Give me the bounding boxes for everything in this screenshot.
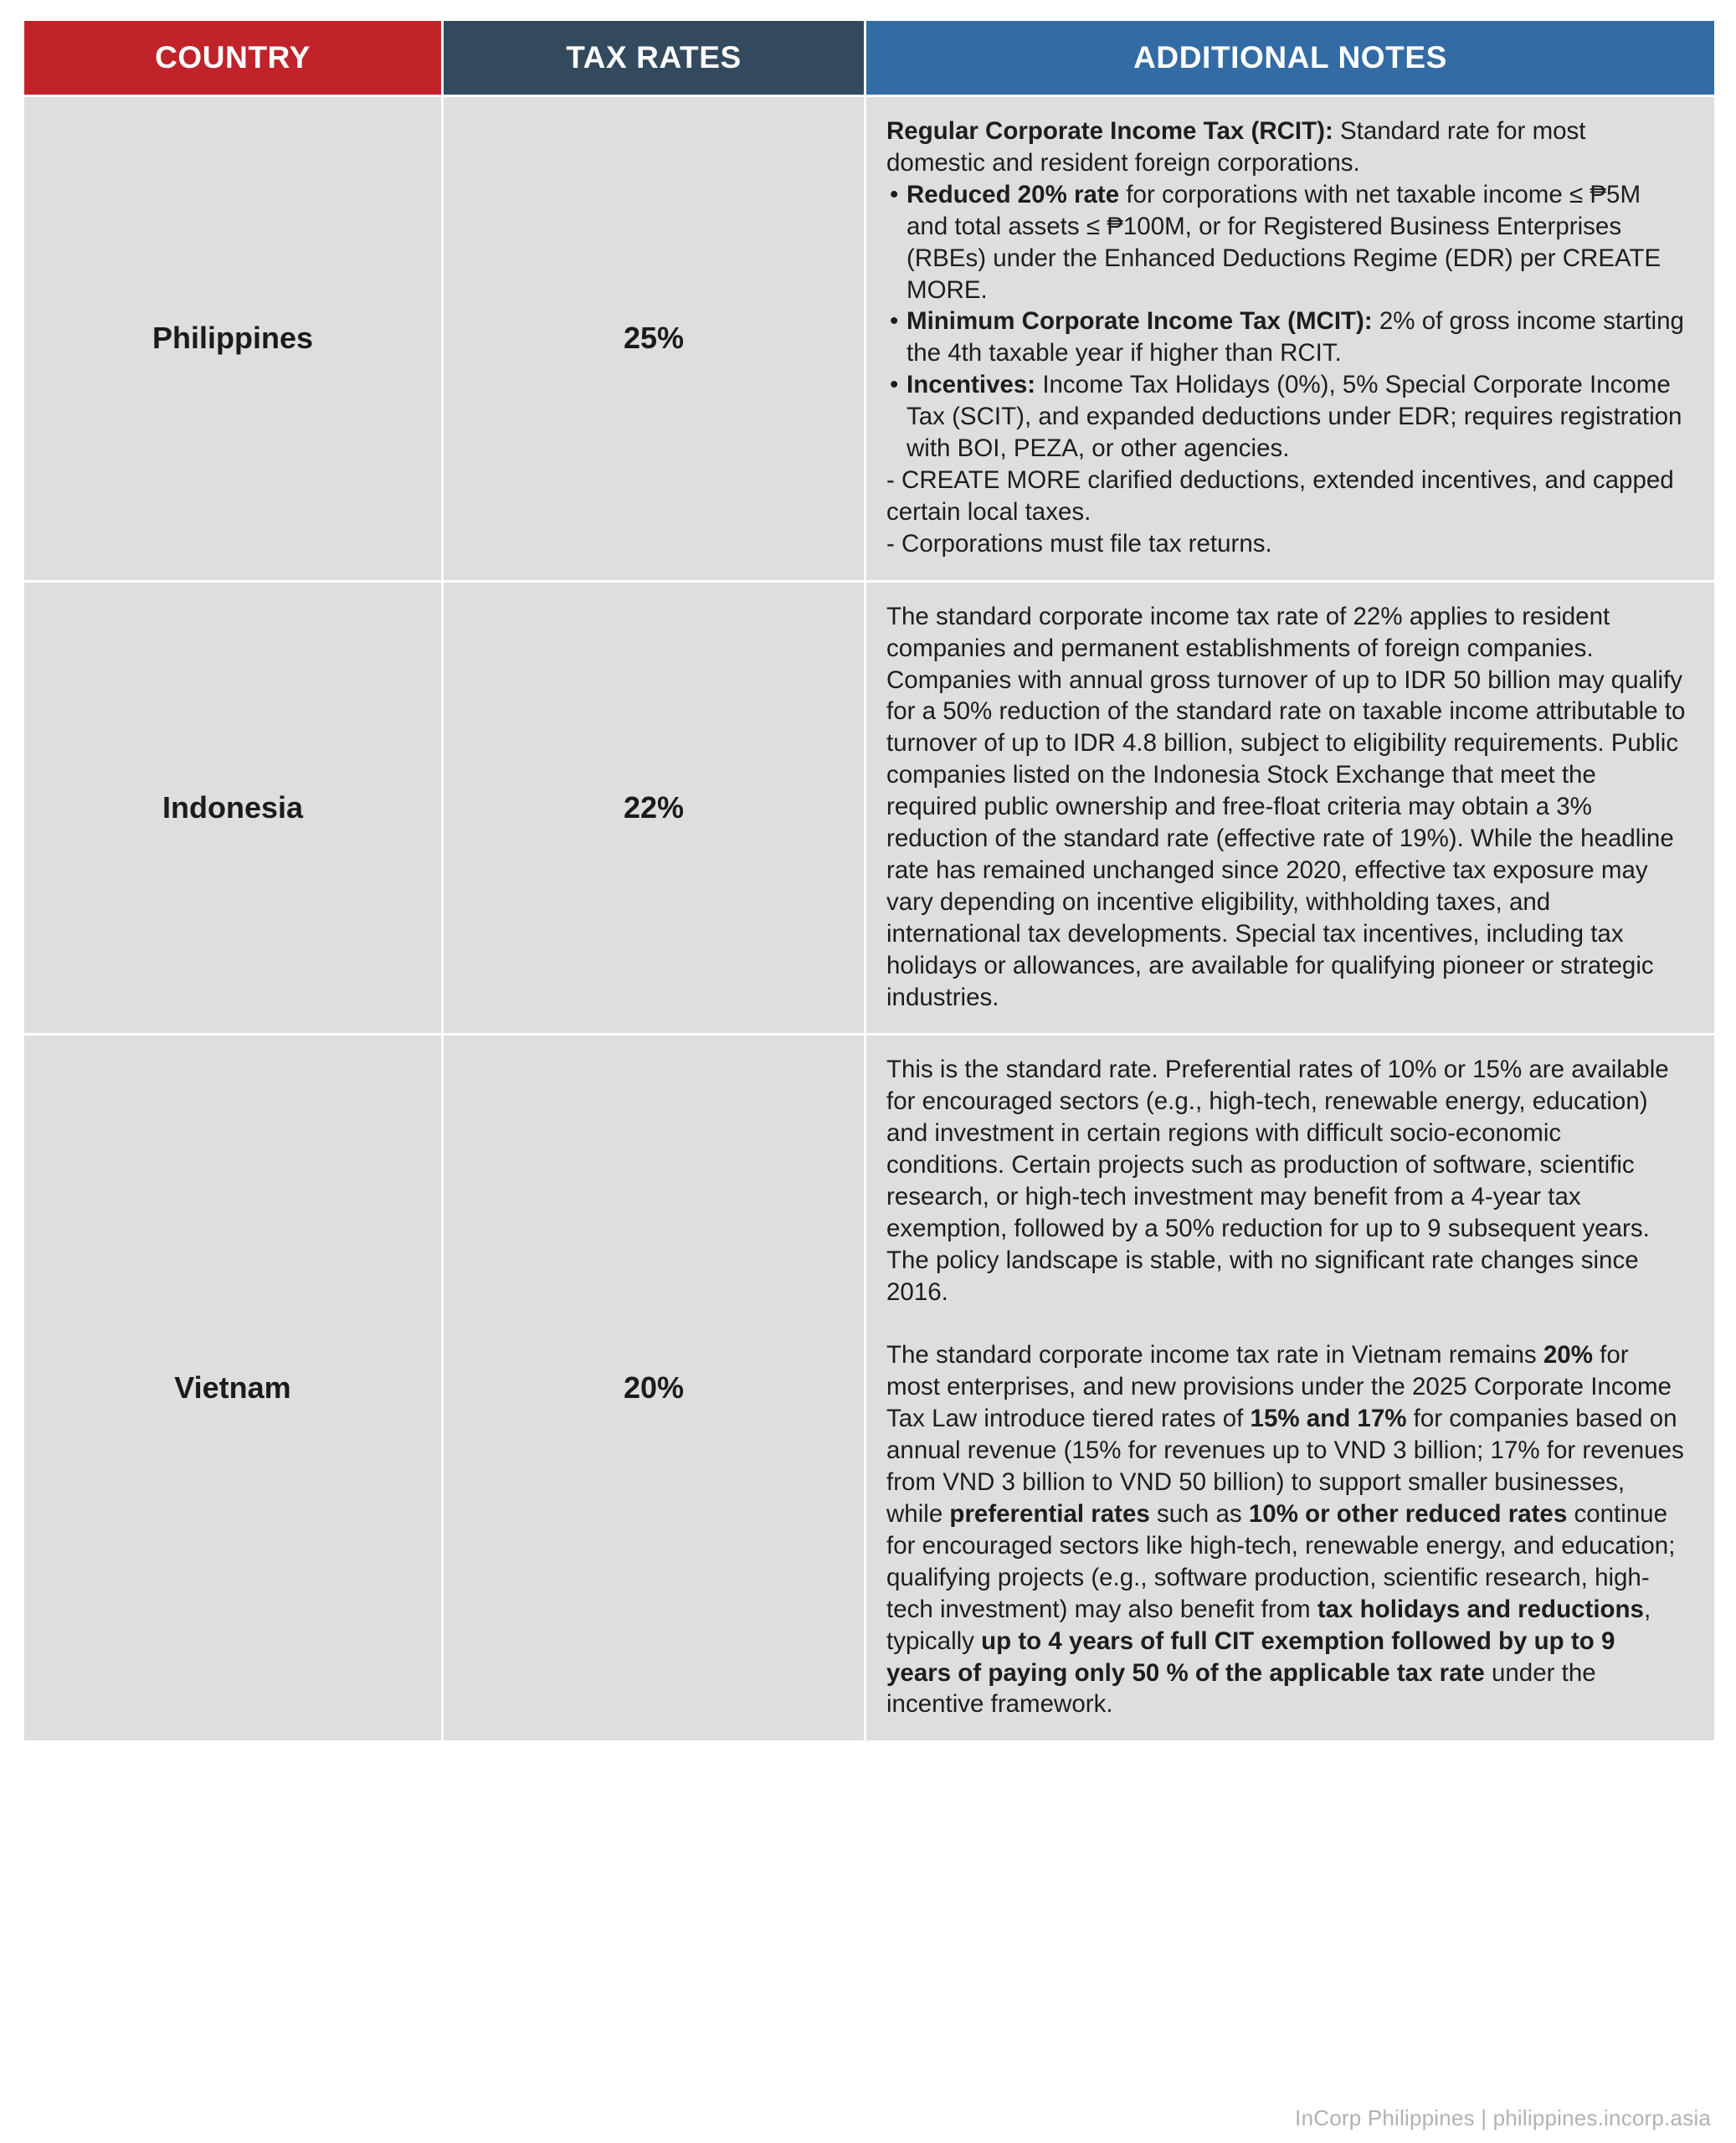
list-item-bold: Minimum Corporate Income Tax (MCIT):	[907, 307, 1373, 336]
rich-text-plain: under the incentive framework.	[886, 1658, 1596, 1719]
list-item-text: for corporations with net taxable income ≤ ₱5M and total assets ≤ ₱100M, or for Registered Business Enterprises (RBEs) under the Enhanced Deductions Regime (EDR) per CREATE MORE.	[907, 180, 1662, 304]
table-body	[24, 97, 1714, 1740]
table-header	[24, 21, 1714, 95]
rich-text-plain: The standard corporate income tax rate in Vietnam remains	[886, 1341, 1543, 1370]
column-header-tax-rates: TAX RATES	[444, 21, 864, 95]
notes-philippines	[866, 97, 1714, 580]
list-item-text: - Corporations must file tax returns.	[886, 529, 1272, 558]
list-item	[886, 306, 1686, 369]
notes-intro-paragraph	[886, 116, 1686, 179]
footer-attribution: InCorp Philippines | philippines.incorp.asia	[1295, 2105, 1711, 2130]
rich-text-bold: 20%	[1543, 1341, 1593, 1370]
tax-comparison-table	[22, 18, 1717, 1743]
column-header-country: COUNTRY	[24, 21, 441, 95]
country-name-vietnam: Vietnam	[24, 1036, 441, 1740]
list-item	[886, 465, 1686, 528]
list-item-text: 2% of gross income starting the 4th taxable year if higher than RCIT.	[907, 307, 1684, 367]
list-item-text: Income Tax Holidays (0%), 5% Special Corporate Income Tax (SCIT), and expanded deductions under EDR; requires registration with BOI, PEZA, or other agencies.	[907, 371, 1682, 463]
tax-rate-philippines: 25%	[444, 97, 864, 580]
rich-text-bold: tax holidays and reductions	[1317, 1595, 1644, 1623]
rich-text-plain: continue for encouraged sectors like high-tech, renewable energy, and education; qualifying projects (e.g., software production, scientific research, high-tech investment) may also benefit from	[886, 1500, 1676, 1623]
list-item-text: - CREATE MORE clarified deductions, extended incentives, and capped certain local taxes.	[886, 465, 1674, 526]
notes-paragraph-1: This is the standard rate. Preferential rates of 10% or 15% are available for encouraged sectors (e.g., high-tech, renewable energy, education) and investment in certain regions with difficult socio-economic conditions. Certain projects such as production of software, scientific research, or high-tech investment may benefit from a 4-year tax exemption, followed by a 50% reduction for up to 9 subsequent years. The policy landscape is stable, with no significant rate changes since 2016.	[886, 1056, 1669, 1306]
notes-intro-bold: Regular Corporate Income Tax (RCIT):	[886, 117, 1333, 145]
list-item-bold: Reduced 20% rate	[907, 180, 1120, 208]
rich-text-bold: up to 4 years of full CIT exemption followed by up to 9 years of paying only 50 % of the applicable tax rate	[886, 1627, 1615, 1687]
notes-paragraph-2	[886, 1339, 1686, 1720]
list-item	[886, 528, 1686, 560]
table-row	[24, 583, 1714, 1034]
rich-text-plain: such as	[1149, 1500, 1249, 1528]
list-item	[886, 179, 1686, 306]
header-row	[24, 21, 1714, 95]
notes-intro-rest: Standard rate for most domestic and resident foreign corporations.	[886, 117, 1586, 177]
rich-text-bold: 10% or other reduced rates	[1248, 1500, 1568, 1528]
list-item	[886, 369, 1686, 465]
notes-indonesia	[866, 583, 1714, 1034]
tax-rate-vietnam: 20%	[444, 1036, 864, 1740]
notes-list-philippines	[886, 179, 1686, 560]
rich-text-plain: for companies based on annual revenue (15% for revenues up to VND 3 billion; 17% for revenues from VND 3 billion to VND 50 billion) to support smaller businesses, while	[886, 1405, 1684, 1528]
rich-text-plain: for most enterprises, and new provisions under the 2025 Corporate Income Tax Law introduce tiered rates of	[886, 1341, 1672, 1433]
rich-text-bold: preferential rates	[949, 1500, 1150, 1528]
rich-text-bold: 15% and 17%	[1250, 1405, 1407, 1433]
table-row	[24, 1036, 1714, 1740]
tax-rate-indonesia: 22%	[444, 583, 864, 1034]
rich-text-plain: , typically	[886, 1595, 1651, 1655]
country-name-philippines: Philippines	[24, 97, 441, 580]
list-item-bold: Incentives:	[907, 371, 1036, 399]
notes-vietnam	[866, 1036, 1714, 1740]
country-name-indonesia: Indonesia	[24, 583, 441, 1034]
column-header-additional-notes: ADDITIONAL NOTES	[866, 21, 1714, 95]
notes-paragraph: The standard corporate income tax rate of 22% applies to resident companies and permanent establishments of foreign companies. Companies with annual gross turnover of up to IDR 50 billion may qualify for a 50% reduction of the standard rate on taxable income attributable to turnover of up to IDR 4.8 billion, subject to eligibility requirements. Public companies listed on the Indonesia Stock Exchange that meet the required public ownership and free-float criteria may obtain a 3% reduction of the standard rate (effective rate of 19%). While the headline rate has remained unchanged since 2020, effective tax exposure may vary depending on incentive eligibility, withholding taxes, and international tax developments. Special tax incentives, including tax holidays or allowances, are available for qualifying pioneer or strategic industries.	[886, 602, 1686, 1011]
table-row	[24, 97, 1714, 580]
